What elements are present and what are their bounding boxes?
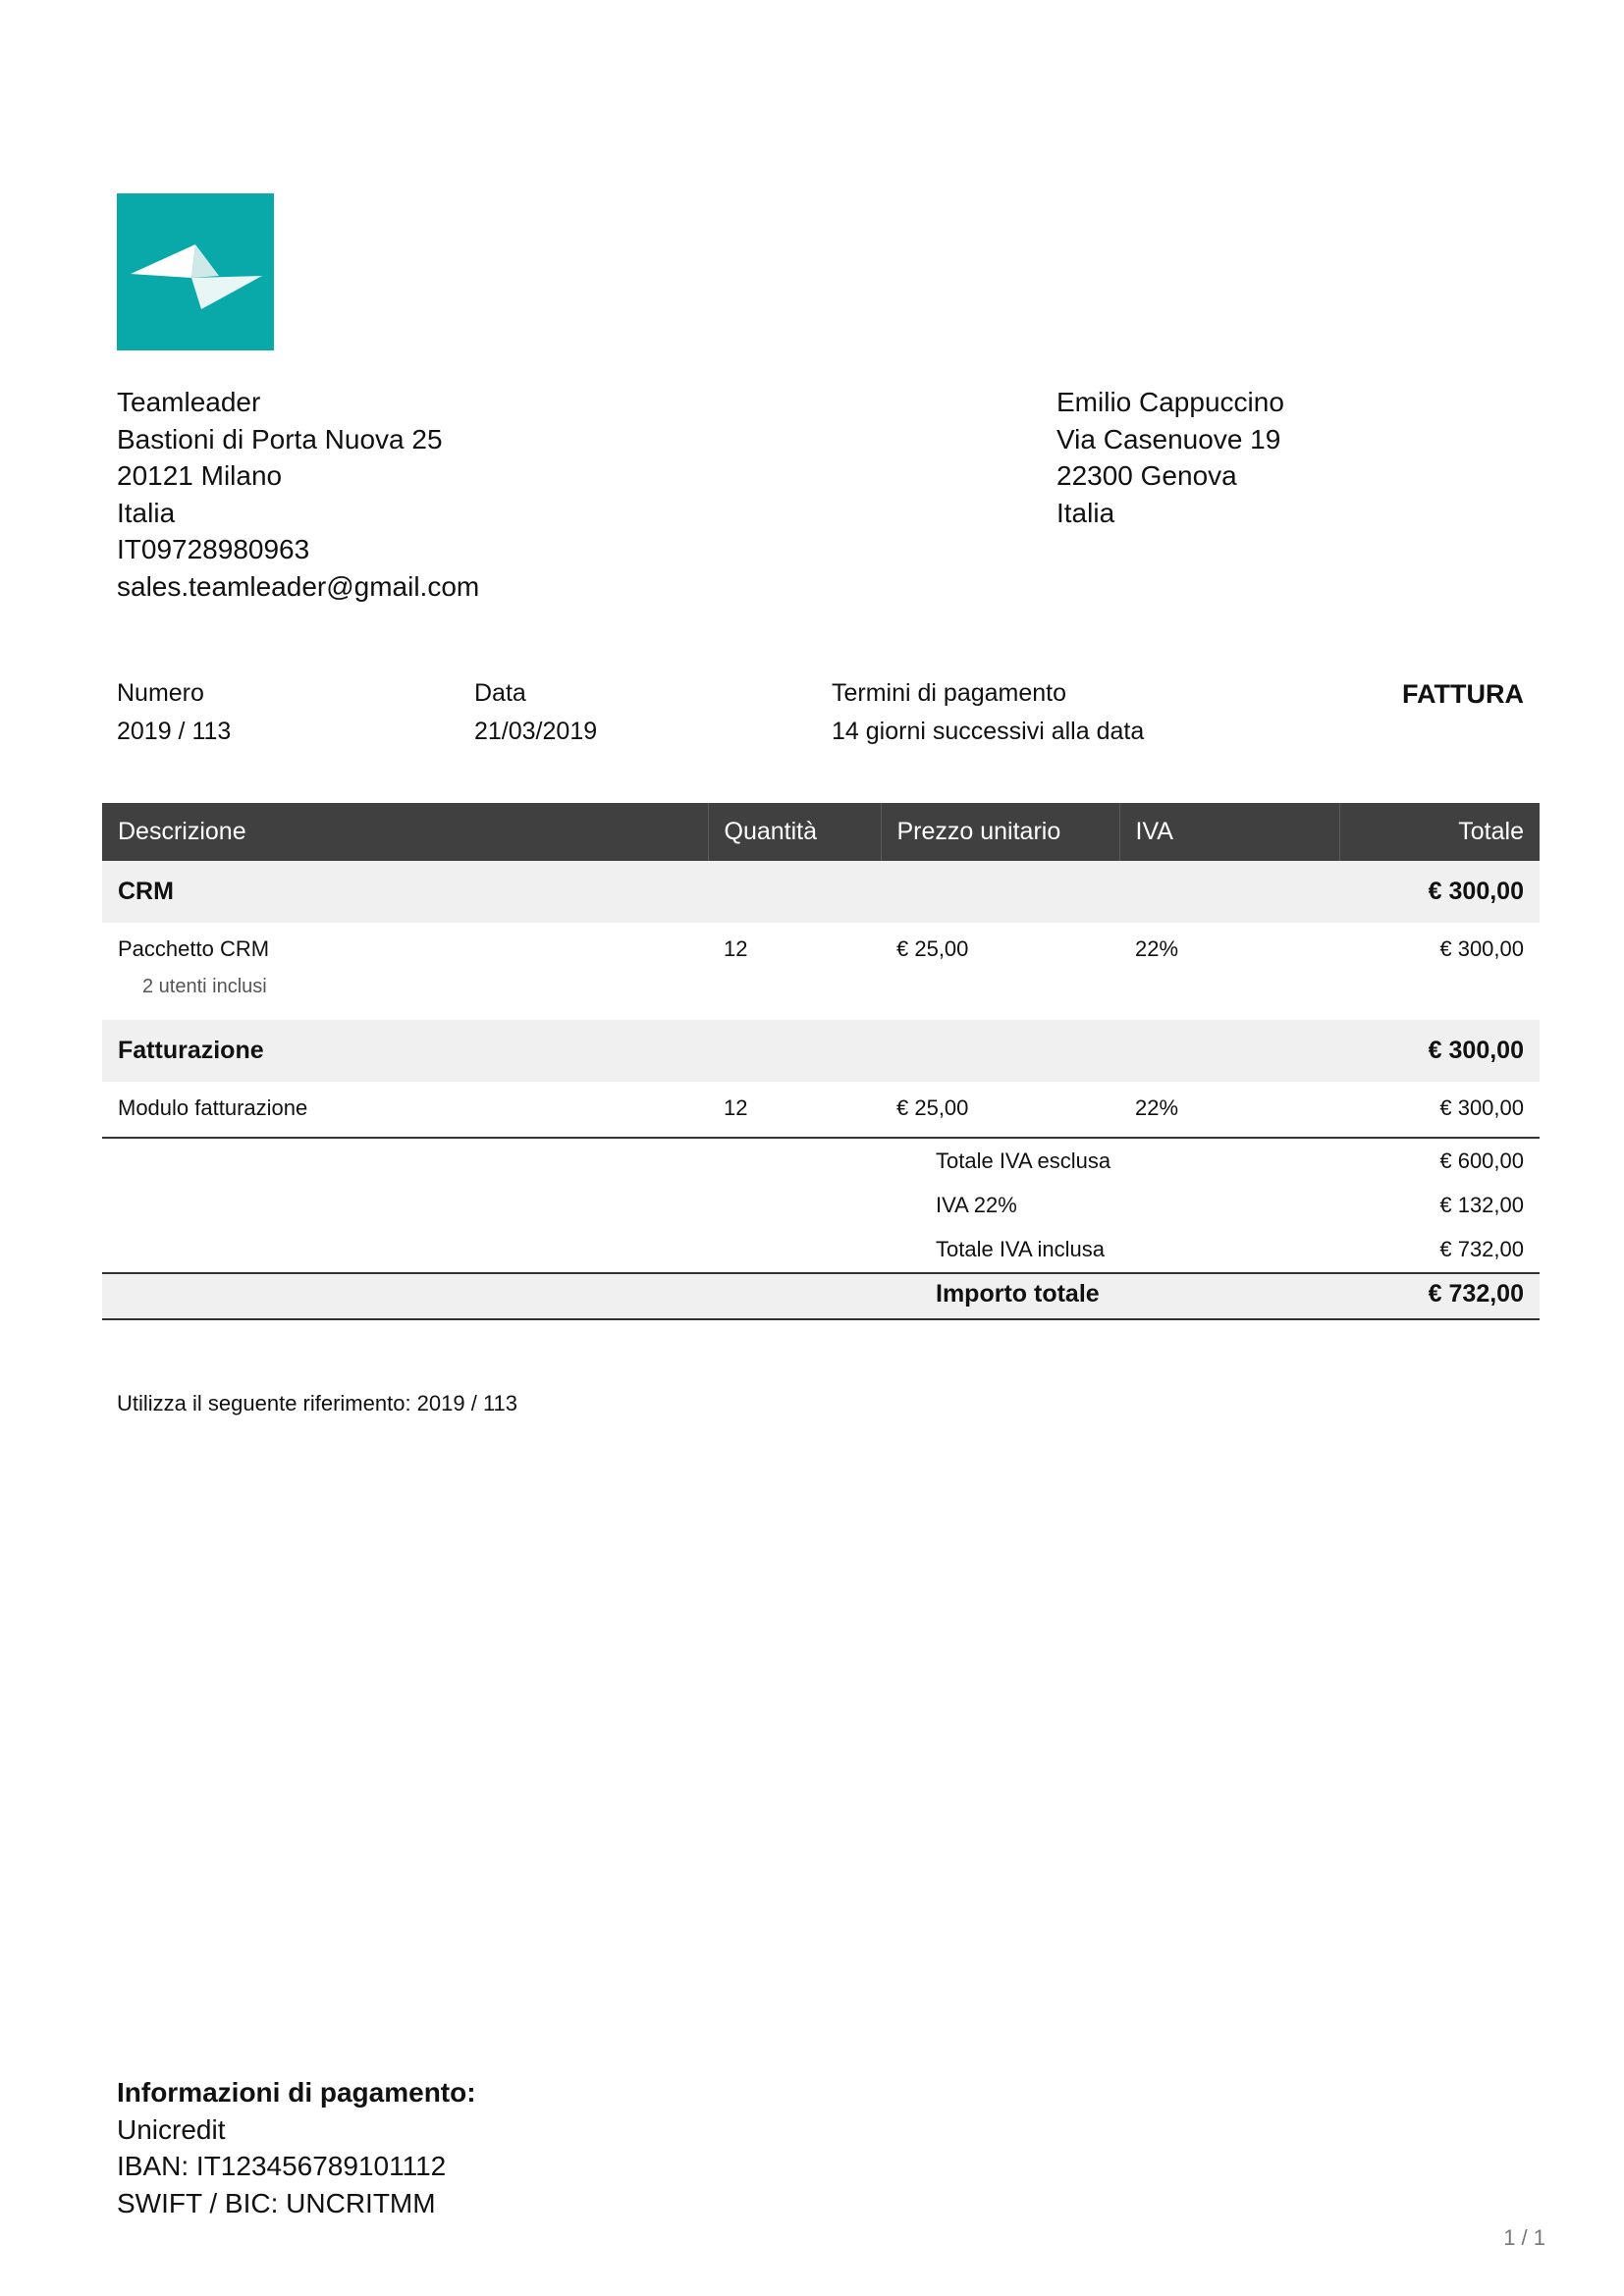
customer-country: Italia — [1056, 497, 1115, 528]
subtotal-label: Totale IVA esclusa — [936, 1148, 1111, 1173]
invoice-date: 21/03/2019 — [474, 718, 598, 745]
vat-value: € 132,00 — [1439, 1193, 1524, 1217]
total-incl-label: Totale IVA inclusa — [936, 1237, 1106, 1261]
line-total: € 300,00 — [1439, 936, 1524, 961]
swift-bic: SWIFT / BIC: UNCRITMM — [117, 2187, 436, 2218]
customer-street: Via Casenuove 19 — [1056, 423, 1281, 454]
line-unit-price: € 25,00 — [896, 936, 969, 961]
grand-total-bar — [102, 1272, 1540, 1320]
seller-name: Teamleader — [117, 387, 261, 417]
subtotal-value: € 600,00 — [1439, 1148, 1524, 1173]
payment-reference: Utilizza il seguente riferimento: 2019 / 113 — [117, 1391, 518, 1415]
payment-heading: Informazioni di pagamento: — [117, 2077, 476, 2108]
column-total: Totale — [1339, 803, 1540, 861]
customer-name: Emilio Cappuccino — [1056, 387, 1284, 417]
grand-total-label: Importo totale — [936, 1280, 1100, 1308]
total-incl-value: € 732,00 — [1439, 1237, 1524, 1261]
table-row — [102, 923, 1540, 1020]
seller-email: sales.teamleader@gmail.com — [117, 570, 480, 602]
iban: IBAN: IT123456789101112 — [117, 2151, 447, 2181]
page-number: 1 / 1 — [1503, 2225, 1545, 2250]
line-quantity: 12 — [724, 936, 748, 961]
seller-vat: IT09728980963 — [117, 534, 310, 564]
seller-city: 20121 Milano — [117, 460, 283, 491]
group-total: € 300,00 — [1339, 1020, 1540, 1082]
payment-terms-label: Termini di pagamento — [832, 679, 1067, 707]
column-quantity: Quantità — [708, 803, 881, 861]
table-row — [102, 1082, 1540, 1138]
line-vat: 22% — [1135, 1095, 1179, 1120]
line-quantity: 12 — [724, 1095, 748, 1120]
seller-street: Bastioni di Porta Nuova 25 — [117, 423, 443, 454]
seller-country: Italia — [117, 497, 176, 528]
line-total: € 300,00 — [1439, 1095, 1524, 1120]
invoice-date-label: Data — [474, 679, 526, 707]
invoice-items-table — [102, 803, 1540, 1139]
document-type: FATTURA — [1402, 679, 1524, 709]
seller-address — [117, 384, 479, 605]
bank-name: Unicredit — [117, 2113, 226, 2145]
group-name: CRM — [102, 861, 1339, 923]
customer-city: 22300 Genova — [1056, 460, 1237, 491]
customer-address — [1056, 384, 1284, 531]
company-logo — [117, 193, 274, 350]
group-row — [102, 1020, 1540, 1082]
line-note: 2 utenti inclusi — [142, 976, 267, 997]
payment-info — [117, 2074, 476, 2221]
line-vat: 22% — [1135, 936, 1179, 961]
line-description: Pacchetto CRM — [118, 936, 270, 961]
group-total: € 300,00 — [1339, 861, 1540, 923]
grand-total-value: € 732,00 — [1428, 1280, 1524, 1308]
invoice-number: 2019 / 113 — [117, 718, 232, 745]
line-description-cell — [102, 923, 708, 1020]
group-row — [102, 861, 1540, 923]
column-vat: IVA — [1119, 803, 1339, 861]
table-header-row — [102, 803, 1540, 861]
vat-label: IVA 22% — [936, 1193, 1017, 1217]
line-unit-price: € 25,00 — [896, 1095, 969, 1120]
line-description: Modulo fatturazione — [118, 1095, 308, 1120]
teamleader-logo-icon — [117, 193, 274, 350]
column-unit-price: Prezzo unitario — [881, 803, 1119, 861]
group-name: Fatturazione — [102, 1020, 1339, 1082]
payment-terms: 14 giorni successivi alla data — [832, 718, 1145, 745]
column-description: Descrizione — [102, 803, 708, 861]
invoice-number-label: Numero — [117, 679, 204, 707]
